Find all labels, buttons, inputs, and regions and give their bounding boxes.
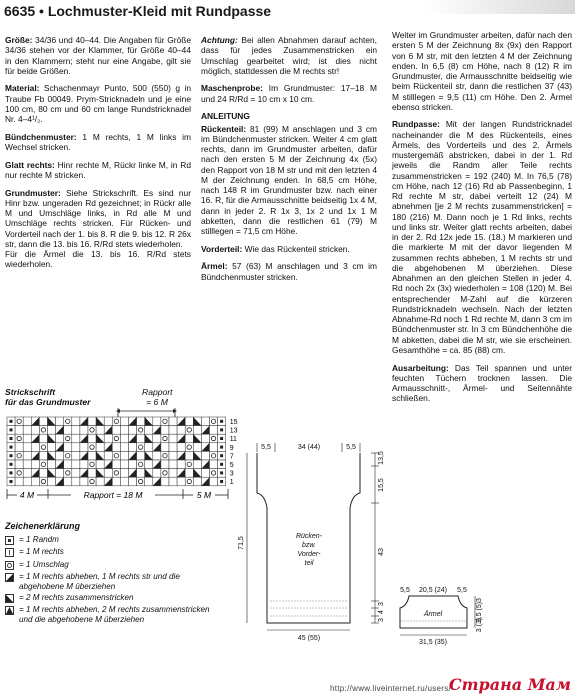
chart-cell	[72, 417, 80, 426]
chart-cell	[185, 469, 193, 478]
chart-cell	[15, 443, 23, 452]
chart-cell	[31, 443, 39, 452]
column-right	[392, 30, 572, 411]
chart-cell	[145, 477, 153, 486]
chart-cell	[39, 434, 47, 443]
edge-stitch-mark	[220, 471, 223, 474]
chart-cell	[177, 426, 185, 435]
chart-cell	[64, 426, 72, 435]
chart-cell	[88, 469, 96, 478]
chart-cell	[161, 434, 169, 443]
chart-cell	[31, 460, 39, 469]
chart-cell	[112, 417, 120, 426]
chart-cell	[153, 451, 161, 460]
svg-text:31,5 (35): 31,5 (35)	[418, 639, 448, 646]
chart-cell	[169, 426, 177, 435]
svg-text:3: 3	[378, 618, 385, 622]
chart-row-number: 3	[229, 470, 234, 478]
legend-item-rechts: = 1 M rechts	[5, 547, 220, 558]
legend-item-k2tog: = 2 M rechts zusammenstricken	[5, 593, 220, 604]
edge-stitch-mark	[10, 420, 13, 423]
paragraph-glatt: Glatt rechts: Hinr rechte M, Rückr linke M, in Rd nur rechte M stricken.	[5, 159, 191, 180]
chart-cell	[177, 443, 185, 452]
chart-cell	[88, 460, 96, 469]
svg-text:Vorder-: Vorder-	[297, 551, 321, 558]
chart-cell	[56, 434, 64, 443]
edge-stitch-mark	[10, 480, 13, 483]
chart-cell	[72, 443, 80, 452]
chart-cell	[185, 426, 193, 435]
chart-cell	[120, 426, 128, 435]
chart-cell	[64, 477, 72, 486]
watermark-logo: Страна Мам	[448, 675, 571, 695]
chart-cell	[112, 443, 120, 452]
chart-cell	[169, 417, 177, 426]
svg-text:teil: teil	[304, 560, 314, 567]
edge-stitch-mark	[220, 420, 223, 423]
svg-text:5,5: 5,5	[457, 587, 467, 594]
chart-cell	[193, 426, 201, 435]
paragraph-maschenprobe: Maschenprobe: Im Grundmuster: 17–18 M und 24 R/Rd = 10 cm x 10 cm.	[201, 83, 377, 104]
source-url[interactable]: http://www.liveinternet.ru/users/	[330, 684, 452, 693]
chart-caption: Strickschrift für das Grundmuster	[5, 387, 91, 408]
chart-cell	[15, 460, 23, 469]
chart-cell	[72, 469, 80, 478]
edge-stitch-mark	[10, 471, 13, 474]
chart-cell	[120, 451, 128, 460]
chart-cell	[88, 477, 96, 486]
double-decrease-icon	[5, 606, 14, 615]
chart-cell	[104, 417, 112, 426]
edge-stitch-icon	[5, 536, 14, 545]
chart-cell	[161, 460, 169, 469]
chart-cell	[129, 477, 137, 486]
chart-cell	[120, 443, 128, 452]
chart-cell	[23, 477, 31, 486]
title-bar	[0, 0, 575, 26]
chart-cell	[169, 451, 177, 460]
chart-cell	[210, 477, 218, 486]
chart-cell	[64, 460, 72, 469]
edge-stitch-mark	[220, 480, 223, 483]
chart-cell	[56, 417, 64, 426]
svg-text:Rücken-: Rücken-	[295, 533, 323, 540]
chart-cell	[23, 460, 31, 469]
svg-text:45 (55): 45 (55)	[297, 635, 321, 642]
chart-cell	[15, 417, 23, 426]
chart-cell	[80, 426, 88, 435]
chart-row-number: 9	[229, 444, 234, 452]
chart-cell	[39, 460, 47, 469]
chart-cell	[153, 469, 161, 478]
chart-cell	[201, 451, 209, 460]
chart-cell	[96, 477, 104, 486]
svg-text:5,5: 5,5	[400, 587, 410, 594]
edge-stitch-mark	[10, 463, 13, 466]
chart-cell	[161, 469, 169, 478]
chart-cell	[72, 426, 80, 435]
chart-cell	[39, 417, 47, 426]
chart-cell	[137, 477, 145, 486]
knitting-chart	[3, 405, 243, 520]
chart-cell	[48, 426, 56, 435]
chart-cell	[88, 434, 96, 443]
chart-cell	[120, 477, 128, 486]
chart-cell	[104, 434, 112, 443]
paragraph-vorderteil: Vorderteil: Wie das Rückenteil stricken.	[201, 243, 350, 254]
chart-cell	[193, 477, 201, 486]
paragraph-aermel: Ärmel: 57 (63) M anschlagen und 3 cm im Bündchenmuster stricken.	[201, 261, 377, 282]
chart-cell	[210, 469, 218, 478]
edge-stitch-mark	[10, 454, 13, 457]
slip-knit-pass-icon	[5, 573, 14, 582]
chart-cell	[23, 417, 31, 426]
edge-stitch-mark	[220, 463, 223, 466]
chart-cell	[39, 469, 47, 478]
svg-text:4: 4	[378, 610, 385, 614]
chart-cell	[137, 443, 145, 452]
chart-cell	[185, 460, 193, 469]
edge-stitch-mark	[220, 437, 223, 440]
chart-cell	[48, 443, 56, 452]
chart-cell	[137, 434, 145, 443]
chart-cell	[161, 477, 169, 486]
chart-cell	[23, 434, 31, 443]
chart-cell	[39, 426, 47, 435]
chart-cell	[15, 434, 23, 443]
chart-cell	[112, 451, 120, 460]
svg-text:13,5: 13,5	[378, 451, 385, 465]
chart-cell	[169, 469, 177, 478]
column-middle	[201, 35, 377, 289]
paragraph-grundmuster: Grundmuster: Siehe Strickschrift. Es sind nur Hinr bzw. ungeraden Rd gezeichnet; in Rückr alle M und Umschläge links, in Rd alle M und Umschläge rechts stricken. Für Rücken- und Vorderteil nach der 1. bis 8. R die 9. bis 12. R 26x str, dann die 13. bis 16. R/Rd stets wiederholen.	[5, 187, 191, 249]
chart-cell	[210, 417, 218, 426]
chart-cell	[169, 443, 177, 452]
chart-cell	[88, 451, 96, 460]
chart-cell	[112, 426, 120, 435]
chart-row-number: 7	[229, 453, 234, 461]
chart-row-number: 13	[229, 427, 238, 435]
paragraph-buendchen: Bündchenmuster: 1 M rechts, 1 M links im Wechsel stricken.	[5, 131, 191, 153]
chart-cell	[80, 443, 88, 452]
legend	[5, 535, 220, 626]
chart-cell	[112, 469, 120, 478]
paragraph-aermel-cont: Weiter im Grundmuster arbeiten, dafür nach den ersten 5 M der Zeichnung 8x (9x) den Rapport von 6 M str, mit den letzten 4 M der Zeichnung enden. In 6,5 (8) cm Höhe, nach 8 (12) R im Grundmuster, die Armausschnitte beidseitig wie beim Rückenteil str, dann die restlichen 37 (43) M stilllegen = 9,5 (11) cm Höhe. Den 2. Ärmel ebenso stricken.	[392, 30, 572, 112]
chart-cell	[185, 417, 193, 426]
svg-text:3: 3	[378, 602, 385, 606]
chart-cell	[15, 469, 23, 478]
chart-cell	[112, 460, 120, 469]
chart-cell	[64, 443, 72, 452]
chart-cell	[104, 469, 112, 478]
chart-cell	[185, 443, 193, 452]
svg-text:34 (44): 34 (44)	[297, 444, 321, 451]
chart-cell	[185, 434, 193, 443]
chart-cell	[193, 443, 201, 452]
chart-cell	[64, 469, 72, 478]
chart-cell	[48, 460, 56, 469]
paragraph-material: Material: Schachenmayr Punto, 500 (550) g in Traube Fb 00049. Prym-Stricknadeln und je eine 100 cm, 80 cm und 60 cm lange Rundstricknadel Nr. 4–4¹/₂.	[5, 83, 191, 125]
chart-cell	[153, 434, 161, 443]
chart-cell	[201, 469, 209, 478]
chart-cell	[88, 417, 96, 426]
paragraph-achtung: Achtung: Bei allen Abnahmen darauf achten, dass für jedes Zusammenstricken ein Umschlag gearbeitet wird; ist dies nicht möglich, stattdessen die M rechts str!	[201, 35, 377, 76]
chart-cell	[201, 434, 209, 443]
chart-row-number: 11	[229, 436, 237, 444]
chart-cell	[120, 460, 128, 469]
svg-text:20,5 (24): 20,5 (24)	[418, 587, 448, 594]
header-decoration	[425, 0, 575, 14]
chart-cell	[15, 451, 23, 460]
chart-cell	[39, 451, 47, 460]
chart-cell	[185, 451, 193, 460]
svg-text:71,5: 71,5	[238, 536, 245, 550]
chart-cell	[48, 477, 56, 486]
chart-cell	[137, 417, 145, 426]
chart-cell	[129, 426, 137, 435]
chart-cell	[64, 434, 72, 443]
svg-text:15,5: 15,5	[378, 478, 385, 492]
chart-cell	[120, 434, 128, 443]
chart-cell	[39, 477, 47, 486]
chart-cell	[96, 426, 104, 435]
chart-cell	[210, 426, 218, 435]
chart-cell	[64, 417, 72, 426]
edge-stitch-mark	[10, 437, 13, 440]
edge-stitch-mark	[220, 454, 223, 457]
paragraph-rueckenteil: Rückenteil: 81 (99) M anschlagen und 3 cm im Bündchenmuster stricken. Weiter 4 cm glatt rechts, dann im Grundmuster arbeiten, dafür nach den ersten 5 M der Zeichnung 4x (5x) den Rapport von 18 M str und mit den letzten 4 M der Zeichnung enden. In 68,5 cm Höhe, nach 148 R im Grundmuster bzw. nach einer 16. R, für die Armausschnitte beidseitig 1x 4 M, dann in jeder 2. R 1x 3, 1x 2 und 1x 1 M abketten, dann die restlichen 61 (79) M stilllegen = 71,5 cm Höhe.	[201, 123, 377, 237]
chart-cell	[169, 434, 177, 443]
legend-title: Zeichenerklärung	[5, 521, 81, 531]
chart-cell	[88, 426, 96, 435]
chart-cell	[23, 469, 31, 478]
chart-cell	[23, 443, 31, 452]
chart-cell	[88, 443, 96, 452]
chart-cell	[31, 477, 39, 486]
heading-anleitung: ANLEITUNG	[201, 111, 250, 122]
chart-cell	[177, 460, 185, 469]
chart-cell	[72, 477, 80, 486]
edge-stitch-mark	[10, 428, 13, 431]
chart-cell	[210, 451, 218, 460]
chart-cell	[64, 451, 72, 460]
legend-item-ueberzug: = 1 M rechts abheben, 1 M rechts str und die abgehobene M überziehen	[5, 572, 220, 592]
chart-cell	[96, 460, 104, 469]
chart-cell	[104, 451, 112, 460]
chart-cell	[56, 469, 64, 478]
knit-two-together-icon	[5, 594, 14, 603]
chart-cell	[169, 460, 177, 469]
yarn-over-icon	[5, 561, 14, 570]
chart-cell	[80, 460, 88, 469]
chart-cell	[210, 460, 218, 469]
chart-cell	[129, 443, 137, 452]
paragraph-rundpasse: Rundpasse: Mit der langen Rundstricknadel nacheinander die M des Rückenteils, eines Ärmels, des Vorderteils und des 2. Ärmels mustergemäß abstricken, dabei in der 1. Rd jeweils die Randm aller Teile rechts zusammenstricken = 192 (240) M. In 76,5 (78) cm Höhe, nach 12 (16) Rd ab Passenbeginn, 1 Rd rechte M str, dabei verteilt 12 (24) M abnehmen [je 2 M rechts zusammenstricken] = 180 (216) M. Dann noch je 1 Rd links, rechts und links str. Weiter glatt rechts arbeiten, dabei in der 2. Rd 12x jede 15. (18.) M markieren und die markierte M mit der davor liegenden M zusammen rechts abheben, 1 M rechts str und die abgehobenen M überziehen. Diese Abnahmen an den gleichen Stellen in jeder 4. Rd noch 2x (3x) wiederholen = 108 (120) M. Bei entsprechender M-Zahl auf die kürzeren Rundstricknadeln wechseln. Nach der letzten Abnahme-Rd noch 1 Rd rechte M, dann 3 cm im Bündchenmuster str. In 3 cm Bündchenhöhe die M abketten, dabei die M str, wie sie erscheinen. Gesamthöhe = ca. 85 (88) cm.	[392, 119, 572, 355]
page-title: 6635 • Lochmuster-Kleid mit Rundpasse	[4, 3, 272, 19]
chart-cell	[137, 460, 145, 469]
svg-text:5,5: 5,5	[261, 444, 271, 451]
chart-cell	[177, 477, 185, 486]
chart-cell	[145, 443, 153, 452]
chart-cell	[161, 426, 169, 435]
chart-cell	[210, 434, 218, 443]
chart-row-number: 1	[229, 479, 234, 487]
chart-cell	[72, 460, 80, 469]
column-left	[5, 35, 191, 277]
chart-cell	[145, 460, 153, 469]
chart-cell	[201, 417, 209, 426]
chart-cell	[129, 460, 137, 469]
svg-text:43: 43	[378, 548, 385, 556]
chart-cell	[56, 451, 64, 460]
chart-cell	[137, 469, 145, 478]
chart-cell	[137, 426, 145, 435]
chart-cell	[72, 434, 80, 443]
chart-bottom-left: 4 M	[19, 490, 35, 500]
chart-cell	[145, 426, 153, 435]
chart-rapport-top: Rapport = 6 M	[142, 387, 173, 408]
chart-cell	[15, 426, 23, 435]
knit-stitch-icon	[5, 548, 14, 557]
chart-cell	[161, 417, 169, 426]
svg-text:Ärmel: Ärmel	[423, 611, 443, 618]
chart-row-number: 15	[229, 419, 238, 426]
chart-cell	[137, 451, 145, 460]
chart-cell	[72, 451, 80, 460]
svg-text:bzw.: bzw.	[301, 542, 317, 549]
paragraph-ausarbeitung: Ausarbeitung: Das Teil spannen und unter feuchten Tüchern trocknen lassen. Die Armausschnitt-, Ärmel- und Seitennähte schließen.	[392, 362, 572, 404]
chart-cell	[210, 443, 218, 452]
chart-cell	[185, 477, 193, 486]
legend-item-double-decrease: = 1 M rechts abheben, 2 M rechts zusammenstricken und die abgehobene M überziehen	[5, 605, 220, 625]
edge-stitch-mark	[220, 428, 223, 431]
chart-cell	[161, 443, 169, 452]
chart-bottom-middle: Rapport = 18 M	[83, 490, 143, 500]
chart-cell	[80, 477, 88, 486]
svg-text:5,5: 5,5	[346, 444, 356, 451]
chart-cell	[193, 460, 201, 469]
legend-item-umschlag: = 1 Umschlag	[5, 560, 220, 571]
edge-stitch-mark	[220, 446, 223, 449]
paragraph-grundmuster-aermel: Für die Ärmel die 13. bis 16. R/Rd stets wiederholen.	[5, 249, 191, 270]
svg-text:3 (3): 3 (3)	[476, 617, 483, 633]
chart-cell	[23, 451, 31, 460]
chart-row-number: 5	[229, 462, 234, 469]
chart-cell	[15, 477, 23, 486]
chart-cell	[153, 417, 161, 426]
chart-cell	[169, 477, 177, 486]
chart-cell	[120, 417, 128, 426]
chart-cell	[31, 426, 39, 435]
chart-cell	[39, 443, 47, 452]
chart-cell	[112, 434, 120, 443]
chart-cell	[23, 426, 31, 435]
chart-cell	[112, 477, 120, 486]
chart-bottom-right: 5 M	[196, 490, 212, 500]
svg-text:3,5 (5): 3,5 (5)	[476, 601, 483, 623]
chart-cell	[161, 451, 169, 460]
chart-grid	[7, 417, 226, 486]
paragraph-groesse: Größe: 34/36 und 40–44. Die Angaben für Größe 34/36 stehen vor der Klammer, für Größe 40–44 in den Klammern; steht nur eine Angabe, gilt sie für beide Größen.	[5, 35, 191, 76]
chart-cell	[96, 443, 104, 452]
legend-item-randm: = 1 Randm	[5, 535, 220, 546]
svg-text:3: 3	[476, 598, 483, 602]
garment-schematic	[225, 438, 495, 653]
edge-stitch-mark	[10, 446, 13, 449]
chart-cell	[120, 469, 128, 478]
